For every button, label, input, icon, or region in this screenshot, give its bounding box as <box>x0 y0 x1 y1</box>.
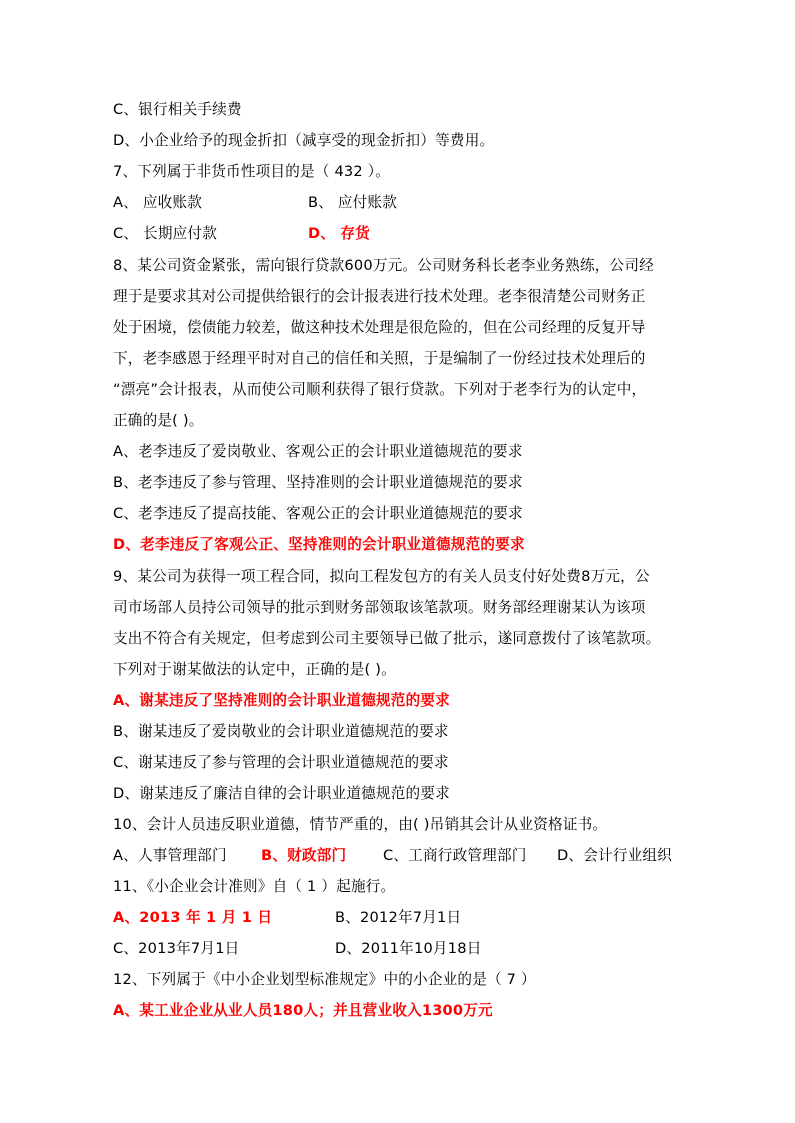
q7-options-row-2 <box>113 224 713 244</box>
q9-option-d: D、谢某违反了廉洁自律的会计职业道德规范的要求 <box>113 785 450 802</box>
question-9-line-1: 9、某公司为获得一项工程合同，拟向工程发包方的有关人员支付好处费8万元，公 <box>113 568 650 585</box>
q10-option-c: C、工商行政管理部门 <box>383 847 527 864</box>
q11-option-a-answer: A、2013 年 1 月 1 日 <box>113 909 273 926</box>
q7-option-b: B、 应付账款 <box>308 194 398 211</box>
question-8-line-4: 下，老李感恩于经理平时对自己的信任和关照，于是编制了一份经过技术处理后的 <box>113 350 646 367</box>
q11-options-row-2 <box>113 939 713 959</box>
q8-option-c: C、老李违反了提高技能、客观公正的会计职业道德规范的要求 <box>113 505 523 522</box>
q9-option-c: C、谢某违反了参与管理的会计职业道德规范的要求 <box>113 754 449 771</box>
q7-option-d-answer: D、 存货 <box>308 225 370 242</box>
q8-option-b: B、老李违反了参与管理、坚持准则的会计职业道德规范的要求 <box>113 474 523 491</box>
q7-options-row-1 <box>113 193 713 213</box>
question-9-line-3: 支出不符合有关规定，但考虑到公司主要领导已做了批示，遂同意拨付了该笔款项。 <box>113 630 661 647</box>
q11-options-row-1 <box>113 908 713 928</box>
question-11: 11、《小企业会计准则》自（ 1 ）起施行。 <box>113 878 396 895</box>
q8-option-d-answer: D、老李违反了客观公正、坚持准则的会计职业道德规范的要求 <box>113 536 525 553</box>
q10-options-row <box>113 846 713 866</box>
question-7: 7、下列属于非货币性项目的是（ 432 ）。 <box>113 163 391 180</box>
q11-option-d: D、2011年10月18日 <box>335 940 482 957</box>
q11-option-c: C、2013年7月1日 <box>113 940 240 957</box>
option-d-cash-discount: D、小企业给予的现金折扣（减享受的现金折扣）等费用。 <box>113 132 495 149</box>
question-8-line-1: 8、某公司资金紧张，需向银行贷款600万元。公司财务科长老李业务熟练，公司经 <box>113 257 654 274</box>
question-8-line-6: 正确的是( )。 <box>113 412 204 429</box>
q8-option-a: A、老李违反了爱岗敬业、客观公正的会计职业道德规范的要求 <box>113 443 523 460</box>
question-8-line-3: 处于困境，偿债能力较差，做这种技术处理是很危险的，但在公司经理的反复开导 <box>113 319 646 336</box>
q10-option-b-answer: B、财政部门 <box>261 847 347 864</box>
q12-option-a-answer: A、某工业企业从业人员180人；并且营业收入1300万元 <box>113 1002 493 1019</box>
q7-option-a: A、 应收账款 <box>113 194 202 211</box>
question-8-line-2: 理于是要求其对公司提供给银行的会计报表进行技术处理。老李很清楚公司财务正 <box>113 288 646 305</box>
question-9-line-4: 下列对于谢某做法的认定中，正确的是( )。 <box>113 661 396 678</box>
question-9-line-2: 司市场部人员持公司领导的批示到财务部领取该笔款项。财务部经理谢某认为该项 <box>113 599 646 616</box>
question-8-line-5: “漂亮”会计报表，从而使公司顺利获得了银行贷款。下列对于老李行为的认定中， <box>113 381 647 398</box>
option-c-bank-fees: C、银行相关手续费 <box>113 101 242 118</box>
q11-option-b: B、2012年7月1日 <box>335 909 462 926</box>
question-10: 10、会计人员违反职业道德，情节严重的，由( )吊销其会计从业资格证书。 <box>113 816 608 833</box>
question-12: 12、下列属于《中小企业划型标准规定》中的小企业的是（ 7 ） <box>113 971 536 988</box>
q9-option-b: B、谢某违反了爱岗敬业的会计职业道德规范的要求 <box>113 723 449 740</box>
q10-option-a: A、人事管理部门 <box>113 847 227 864</box>
q10-option-d: D、会计行业组织 <box>557 847 672 864</box>
q7-option-c: C、 长期应付款 <box>113 225 217 242</box>
q9-option-a-answer: A、谢某违反了坚持准则的会计职业道德规范的要求 <box>113 692 450 709</box>
